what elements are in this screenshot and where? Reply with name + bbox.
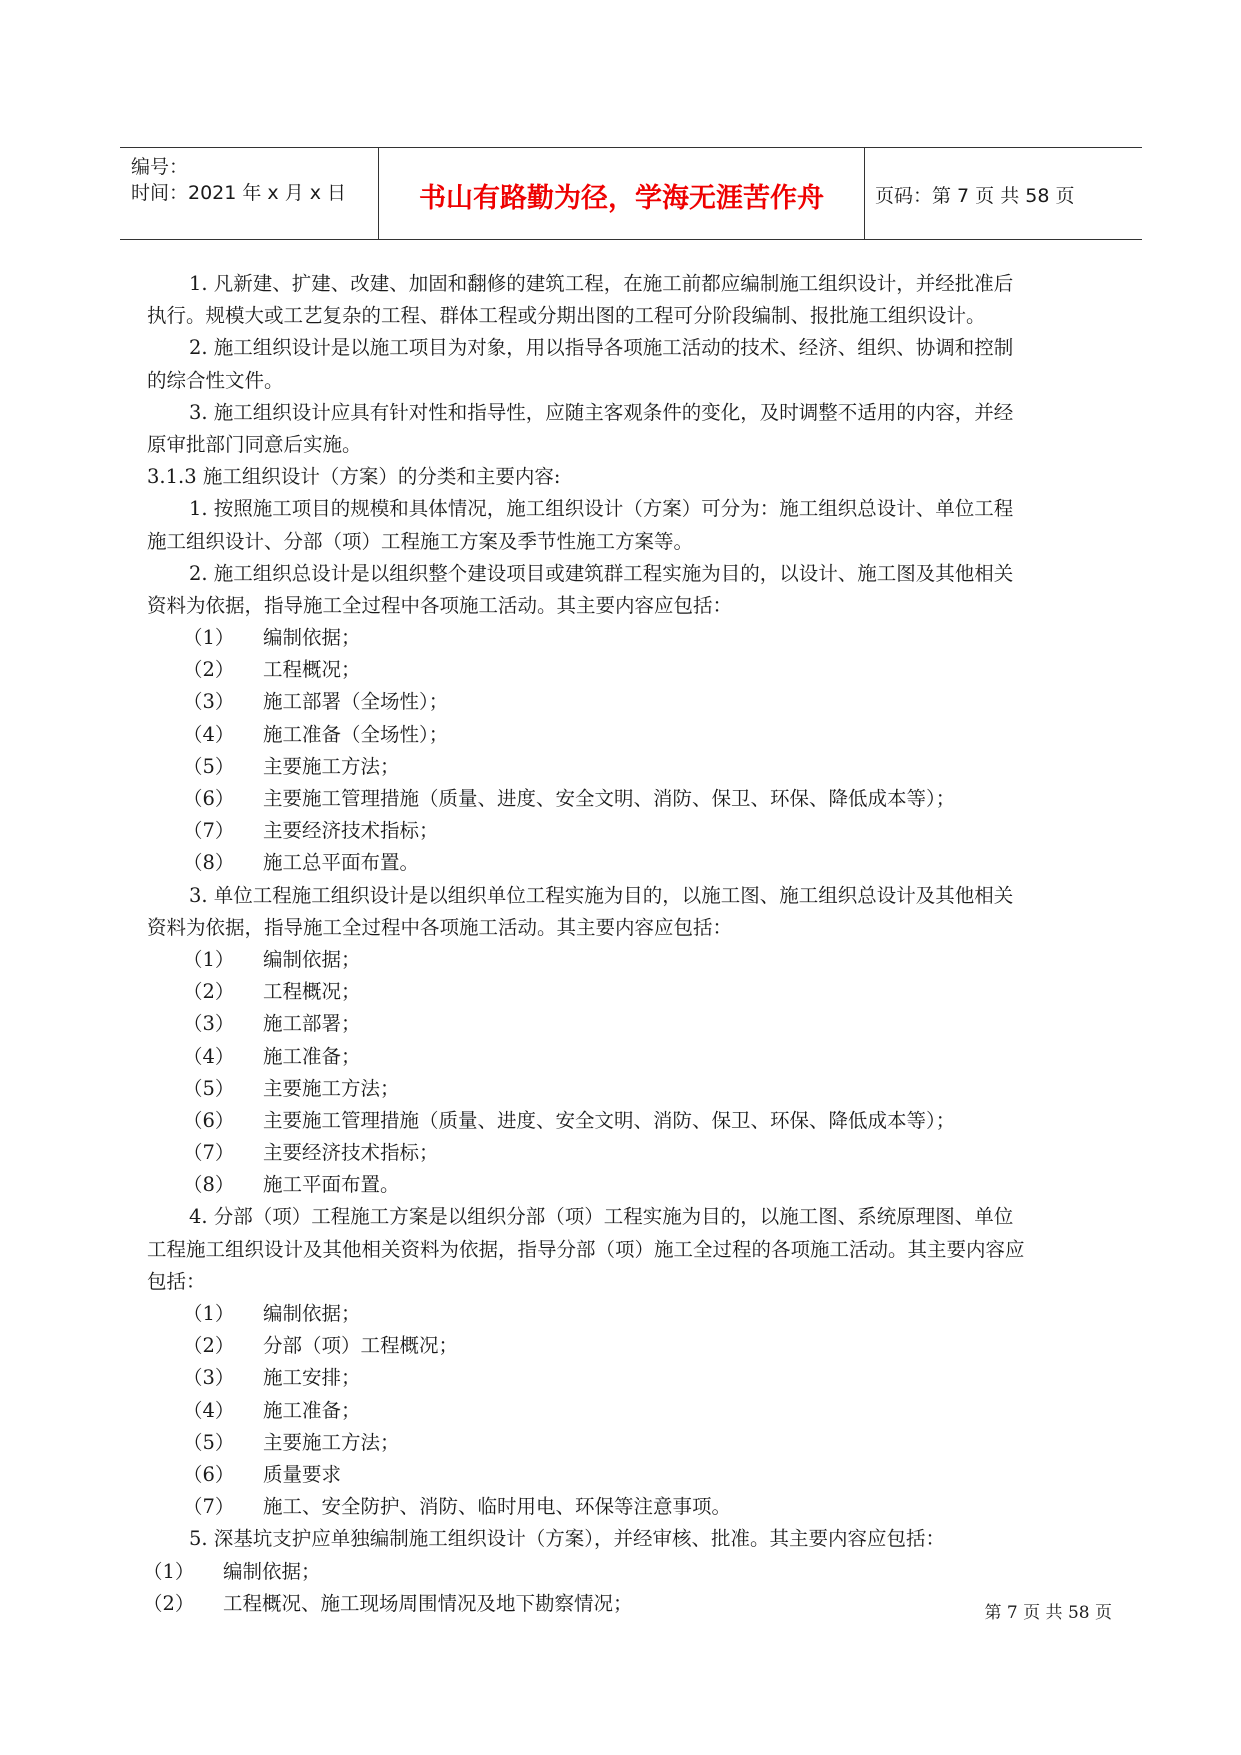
list-item xyxy=(147,944,1114,976)
list-item-number: （2） xyxy=(143,1591,195,1615)
paragraph-line: 5. 深基坑支护应单独编制施工组织设计（方案），并经审核、批准。其主要内容应包括： xyxy=(189,1527,946,1551)
list-item-number: （6） xyxy=(183,1462,235,1486)
list-item-number: （2） xyxy=(183,658,235,682)
list-item-number: （3） xyxy=(183,690,235,714)
list-item-text: 施工部署； xyxy=(263,1012,361,1036)
list-item-text: 工程概况； xyxy=(263,658,361,682)
paragraph-line: 原审批部门同意后实施。 xyxy=(147,432,362,456)
list-item xyxy=(147,622,1114,654)
list-item-number: （4） xyxy=(183,722,235,746)
page-footer: 第 7 页 共 58 页 xyxy=(984,1603,1112,1623)
list-item-text: 施工平面布置。 xyxy=(263,1173,400,1197)
list-item-text: 施工准备； xyxy=(263,1044,361,1068)
list-item-text: 工程概况； xyxy=(263,980,361,1004)
document-time-label: 时间：2021 年 x 月 x 日 xyxy=(131,182,347,204)
paragraph-line: 2. 施工组织总设计是以组织整个建设项目或建筑群工程实施为目的，以设计、施工图及其他相关 xyxy=(189,561,1014,585)
list-item-text: 分部（项）工程概况； xyxy=(263,1334,459,1358)
list-item xyxy=(147,1137,1114,1169)
list-item-number: （4） xyxy=(183,1398,235,1422)
list-item-text: 编制依据； xyxy=(263,1302,361,1325)
list-item-text: 编制依据； xyxy=(263,947,361,971)
list-item-number: （1） xyxy=(183,626,235,650)
list-item-text: 主要施工方法； xyxy=(263,754,400,778)
paragraph-line: 执行。规模大或工艺复杂的工程、群体工程或分期出图的工程可分阶段编制、报批施工组织设计。 xyxy=(147,304,986,328)
list-item-number: （7） xyxy=(183,819,235,843)
list-item-number: （7） xyxy=(183,1495,235,1519)
paragraph-line: 2. 施工组织设计是以施工项目为对象，用以指导各项施工活动的技术、经济、组织、协调和控制 xyxy=(189,336,1014,360)
paragraph-line: 1. 凡新建、扩建、改建、加固和翻修的建筑工程，在施工前都应编制施工组织设计，并经批准后 xyxy=(189,272,1014,295)
list-item xyxy=(147,1298,1114,1330)
list-item xyxy=(147,751,1114,783)
list-item xyxy=(147,1362,1114,1394)
paragraph-line: 的综合性文件。 xyxy=(147,368,284,392)
list-item-number: （2） xyxy=(183,980,235,1004)
document-body xyxy=(143,268,1114,1620)
header-middle-cell xyxy=(378,148,865,239)
list-item-number: （2） xyxy=(183,1334,235,1358)
list-item xyxy=(147,1427,1114,1459)
list-item xyxy=(143,1556,1114,1588)
paragraph-line: 3.1.3 施工组织设计（方案）的分类和主要内容: xyxy=(147,465,561,489)
list-item-text: 主要施工管理措施（质量、进度、安全文明、消防、保卫、环保、降低成本等）； xyxy=(263,1108,956,1132)
list-item-text: 主要施工管理措施（质量、进度、安全文明、消防、保卫、环保、降低成本等）； xyxy=(263,787,956,810)
list-item-text: 施工准备（全场性）； xyxy=(263,722,449,746)
list-item-text: 施工部署（全场性）； xyxy=(263,690,449,714)
list-item-number: （1） xyxy=(143,1559,195,1583)
list-item-text: 施工、安全防护、消防、临时用电、环保等注意事项。 xyxy=(263,1495,732,1519)
list-item-number: （1） xyxy=(183,1302,235,1325)
list-item xyxy=(147,1491,1114,1523)
list-item xyxy=(147,1459,1114,1491)
list-item-number: （4） xyxy=(183,1044,235,1068)
list-item-text: 质量要求 xyxy=(263,1462,342,1486)
list-item xyxy=(147,1073,1114,1105)
header-page-info: 页码：第 7 页 共 58 页 xyxy=(875,185,1075,207)
paragraph-line: 资料为依据，指导施工全过程中各项施工活动。其主要内容应包括： xyxy=(147,915,733,939)
list-item-text: 施工安排； xyxy=(263,1366,361,1390)
list-item xyxy=(147,686,1114,718)
list-item-number: （7） xyxy=(183,1141,235,1165)
list-item xyxy=(147,719,1114,751)
list-item xyxy=(143,1588,1114,1620)
list-item-number: （5） xyxy=(183,1430,235,1454)
list-item-number: （3） xyxy=(183,1366,235,1390)
list-item-text: 编制依据； xyxy=(223,1559,321,1583)
page-header xyxy=(120,147,1142,240)
paragraph-line: 3. 单位工程施工组织设计是以组织单位工程实施为目的，以施工图、施工组织总设计及其他相关 xyxy=(189,883,1014,907)
document-number-label: 编号： xyxy=(131,156,189,178)
paragraph-line: 包括： xyxy=(147,1269,206,1293)
list-item-text: 编制依据； xyxy=(263,626,361,650)
list-item xyxy=(147,1041,1114,1073)
list-item-number: （8） xyxy=(183,1173,235,1197)
paragraph-line: 施工组织设计、分部（项）工程施工方案及季节性施工方案等。 xyxy=(147,529,694,553)
list-item-text: 主要施工方法； xyxy=(263,1076,400,1100)
list-item xyxy=(147,654,1114,686)
list-item xyxy=(147,783,1114,815)
list-item-text: 主要施工方法； xyxy=(263,1430,400,1454)
list-item-number: （3） xyxy=(183,1012,235,1036)
list-item-number: （6） xyxy=(183,787,235,810)
header-left-cell xyxy=(120,148,378,239)
list-item xyxy=(147,1395,1114,1427)
list-item xyxy=(147,976,1114,1008)
list-item-number: （5） xyxy=(183,754,235,778)
list-item-text: 工程概况、施工现场周围情况及地下勘察情况； xyxy=(223,1591,633,1615)
list-item xyxy=(147,815,1114,847)
list-item-text: 主要经济技术指标； xyxy=(263,1141,439,1165)
list-item-number: （1） xyxy=(183,947,235,971)
header-right-cell xyxy=(864,148,1142,239)
paragraph-line: 4. 分部（项）工程施工方案是以组织分部（项）工程实施为目的，以施工图、系统原理图、单位 xyxy=(189,1205,1014,1229)
paragraph-line: 3. 施工组织设计应具有针对性和指导性，应随主客观条件的变化，及时调整不适用的内容，并经 xyxy=(189,400,1014,424)
list-item xyxy=(147,1105,1114,1137)
list-item-text: 施工总平面布置。 xyxy=(263,851,420,875)
paragraph-line: 资料为依据，指导施工全过程中各项施工活动。其主要内容应包括： xyxy=(147,593,733,617)
list-item-text: 施工准备； xyxy=(263,1398,361,1422)
list-item-number: （5） xyxy=(183,1076,235,1100)
paragraph-line: 工程施工组织设计及其他相关资料为依据，指导分部（项）施工全过程的各项施工活动。其主要内容应 xyxy=(147,1237,1025,1261)
list-item-number: （8） xyxy=(183,851,235,875)
list-item xyxy=(147,1169,1114,1201)
list-item-text: 主要经济技术指标； xyxy=(263,819,439,843)
list-item xyxy=(147,847,1114,879)
paragraph-line: 1. 按照施工项目的规模和具体情况，施工组织设计（方案）可分为：施工组织总设计、单位工程 xyxy=(189,497,1014,521)
list-item-number: （6） xyxy=(183,1108,235,1132)
list-item xyxy=(147,1330,1114,1362)
list-item xyxy=(147,1008,1114,1040)
header-motto: 书山有路勤为径，学海无涯苦作舟 xyxy=(419,183,824,214)
